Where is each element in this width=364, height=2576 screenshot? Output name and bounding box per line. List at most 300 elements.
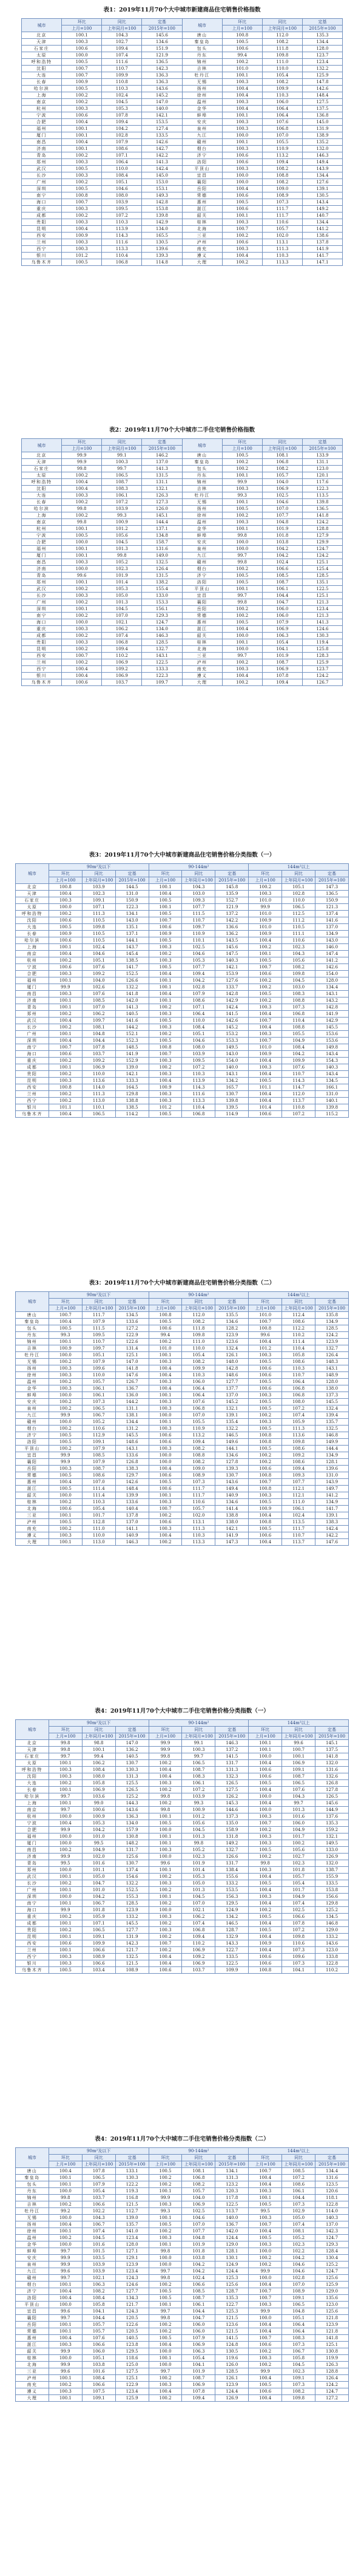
value-cell: 106.6 (282, 1914, 315, 1920)
table-row (22, 579, 343, 586)
value-cell: 99.9 (62, 459, 102, 466)
value-cell: 140.3 (315, 2215, 349, 2221)
value-cell: 132.0 (315, 1860, 349, 1867)
value-cell: 146.2 (142, 452, 182, 459)
city-cell: 湛江 (182, 206, 222, 212)
value-cell: 145.0 (302, 119, 342, 126)
value-cell: 100.2 (149, 1920, 182, 1927)
value-cell: 137.2 (215, 1747, 249, 1753)
value-cell: 100.5 (222, 39, 262, 46)
value-cell: 108.7 (282, 1773, 315, 1780)
value-cell: 106.8 (182, 2175, 215, 2181)
value-cell: 113.3 (182, 1098, 215, 1104)
city-cell: 成都 (22, 633, 62, 639)
table-subheader: 上年同月=100 (262, 25, 302, 32)
value-cell: 127.7 (115, 2288, 149, 2295)
value-cell: 100.2 (222, 459, 262, 466)
table1-body (22, 32, 343, 266)
table-row (22, 519, 343, 526)
table-row (22, 132, 343, 139)
value-cell: 142.1 (142, 112, 182, 119)
value-cell: 107.0 (262, 506, 302, 512)
value-cell: 142.6 (215, 1018, 249, 1024)
city-cell: 长沙 (16, 1024, 49, 1031)
table-row (16, 937, 349, 944)
value-cell: 113.3 (102, 246, 142, 253)
value-cell: 106.8 (282, 1011, 315, 1018)
table-subheader: 2015年=100 (315, 1733, 349, 1740)
table-row (16, 1038, 349, 1044)
city-cell: 昆明 (22, 646, 62, 653)
value-cell: 124.7 (142, 619, 182, 626)
table6-grid (15, 2147, 349, 2402)
value-cell: 100.2 (49, 1446, 82, 1452)
value-cell: 100.5 (249, 1359, 282, 1365)
value-cell: 106.9 (82, 1787, 115, 1793)
value-cell: 100.2 (49, 1359, 82, 1365)
table-subheader: 上年同月=100 (82, 1733, 115, 1740)
value-cell: 106.0 (262, 613, 302, 619)
value-cell: 133.3 (142, 666, 182, 673)
table-row (16, 2188, 349, 2195)
value-cell: 100.5 (249, 957, 282, 964)
value-cell: 100.3 (149, 1880, 182, 1887)
table-row (16, 1874, 349, 1880)
value-cell: 100.9 (82, 1813, 115, 1820)
city-cell: 成都 (16, 1920, 49, 1927)
value-cell: 138.3 (315, 1519, 349, 1526)
value-cell: 153.3 (142, 599, 182, 606)
city-cell: 桂林 (16, 2355, 49, 2362)
value-cell: 142.4 (315, 1526, 349, 1532)
value-cell: 100.3 (49, 1773, 82, 1780)
city-cell: 贵阳 (16, 1071, 49, 1078)
value-cell: 100.2 (249, 944, 282, 951)
value-cell: 110.7 (182, 917, 215, 924)
value-cell: 99.8 (249, 1860, 282, 1867)
value-cell: 104.6 (262, 499, 302, 506)
value-cell: 107.9 (82, 1459, 115, 1466)
value-cell: 133.3 (115, 1078, 149, 1084)
value-cell: 125.4 (302, 566, 342, 573)
value-cell: 108.4 (82, 2295, 115, 2302)
city-cell: 南充 (182, 666, 222, 673)
value-cell: 104.0 (82, 977, 115, 984)
value-cell: 107.2 (102, 499, 142, 506)
value-cell: 100.1 (62, 579, 102, 586)
value-cell: 124.8 (215, 2342, 249, 2348)
value-cell: 108.8 (282, 1024, 315, 1031)
table-row (22, 633, 343, 639)
table-row (16, 2235, 349, 2241)
city-cell: 扬州 (182, 86, 222, 92)
table3-body (16, 884, 349, 1118)
city-cell: 哈尔滨 (16, 1793, 49, 1800)
value-cell: 105.3 (82, 1820, 115, 1827)
value-cell: 126.5 (115, 1787, 149, 1793)
value-cell: 100.7 (249, 2168, 282, 2175)
value-cell: 101.8 (82, 1907, 115, 1914)
city-cell: 牡丹江 (16, 1352, 49, 1359)
value-cell: 123.9 (215, 1332, 249, 1339)
value-cell: 104.2 (82, 1894, 115, 1900)
value-cell: 100.1 (149, 1813, 182, 1820)
value-cell: 106.9 (262, 626, 302, 633)
value-cell: 110.0 (282, 897, 315, 904)
value-cell: 100.7 (249, 2335, 282, 2342)
value-cell: 99.4 (149, 1332, 182, 1339)
value-cell: 131.0 (315, 1091, 349, 1098)
value-cell: 100.2 (49, 957, 82, 964)
table-subheader: 上月=100 (149, 2161, 182, 2168)
value-cell: 136.7 (215, 2221, 249, 2228)
value-cell: 120.5 (115, 2328, 149, 2335)
value-cell: 100.6 (49, 964, 82, 971)
value-cell: 100.3 (62, 172, 102, 179)
value-cell: 100.2 (62, 512, 102, 519)
table-subheader: 上年同月=100 (82, 2161, 115, 2168)
value-cell: 107.8 (182, 2388, 215, 2395)
value-cell: 100.3 (49, 1385, 82, 1392)
value-cell: 130.8 (115, 1833, 149, 1840)
value-cell: 112.0 (182, 1312, 215, 1319)
value-cell: 100.3 (222, 146, 262, 152)
table-row (16, 1499, 349, 1506)
value-cell: 100.1 (222, 586, 262, 593)
value-cell: 101.9 (262, 526, 302, 532)
value-cell: 100.9 (249, 1940, 282, 1947)
value-cell: 100.0 (149, 2362, 182, 2368)
value-cell: 100.4 (222, 106, 262, 112)
value-cell: 99.8 (49, 1747, 82, 1753)
value-cell: 103.8 (262, 539, 302, 546)
value-cell: 110.5 (82, 917, 115, 924)
table-row (22, 172, 343, 179)
table-row (22, 659, 343, 666)
value-cell: 100.2 (249, 997, 282, 1004)
value-cell: 100.0 (49, 1392, 82, 1399)
value-cell: 100.9 (49, 1345, 82, 1352)
value-cell: 106.9 (262, 486, 302, 492)
value-cell: 105.5 (262, 139, 302, 146)
city-cell: 洛阳 (16, 1439, 49, 1446)
value-cell: 101.3 (182, 1887, 215, 1894)
value-cell: 110.3 (262, 253, 302, 259)
value-cell: 142.3 (315, 2228, 349, 2235)
value-cell: 100.5 (62, 532, 102, 539)
value-cell: 107.9 (82, 2181, 115, 2188)
value-cell: 125.5 (115, 1780, 149, 1787)
value-cell: 101.0 (249, 1312, 282, 1319)
value-cell: 104.9 (82, 1847, 115, 1854)
value-cell: 106.9 (102, 673, 142, 679)
value-cell: 100.2 (149, 2181, 182, 2188)
value-cell: 100.2 (49, 1058, 82, 1064)
value-cell: 108.0 (102, 192, 142, 199)
value-cell: 108.3 (282, 2335, 315, 2342)
table-row (16, 1405, 349, 1412)
value-cell: 108.2 (262, 179, 302, 186)
value-cell: 100.1 (149, 2241, 182, 2248)
value-cell: 105.7 (182, 2188, 215, 2195)
value-cell: 132.6 (315, 1773, 349, 1780)
value-cell: 106.3 (82, 2282, 115, 2288)
value-cell: 100.2 (49, 1405, 82, 1412)
value-cell: 104.5 (182, 1894, 215, 1900)
table-row (22, 539, 343, 546)
city-cell: 无锡 (182, 499, 222, 506)
table-row (22, 653, 343, 659)
value-cell: 141.9 (315, 1011, 349, 1018)
city-cell: 南京 (22, 99, 62, 106)
city-cell: 沈阳 (22, 486, 62, 492)
city-cell: 南充 (182, 246, 222, 253)
value-cell: 147.6 (115, 1372, 149, 1379)
value-cell: 107.8 (102, 112, 142, 119)
table-group-header: 90m²及以下 (49, 1720, 149, 1727)
table-row (16, 1532, 349, 1539)
value-cell: 100.5 (149, 911, 182, 917)
table-header: 环比 (62, 439, 102, 446)
value-cell: 100.0 (49, 1894, 82, 1900)
value-cell: 104.1 (282, 1967, 315, 1974)
value-cell: 100.0 (49, 2215, 82, 2221)
value-cell: 126.4 (142, 566, 182, 573)
value-cell: 111.6 (102, 239, 142, 246)
value-cell: 148.3 (315, 1359, 349, 1365)
value-cell: 109.9 (215, 1967, 249, 1974)
value-cell: 111.0 (182, 1339, 215, 1345)
city-cell: 南充 (16, 2382, 49, 2388)
table-row (22, 646, 343, 653)
value-cell: 141.5 (215, 1753, 249, 1760)
city-cell: 福州 (22, 546, 62, 552)
value-cell: 100.0 (62, 539, 102, 546)
value-cell: 110.0 (82, 1372, 115, 1379)
city-cell: 锦州 (16, 1339, 49, 1345)
value-cell: 125.9 (115, 2395, 149, 2402)
value-cell: 101.7 (282, 1887, 315, 1894)
value-cell: 140.5 (115, 1011, 149, 1018)
value-cell: 143.5 (215, 937, 249, 944)
city-cell: 北京 (22, 32, 62, 39)
value-cell: 142.2 (215, 917, 249, 924)
value-cell: 104.2 (182, 2268, 215, 2275)
value-cell: 138.6 (302, 233, 342, 239)
value-cell: 106.2 (82, 1011, 115, 1018)
value-cell: 137.0 (142, 459, 182, 466)
city-cell: 北京 (16, 884, 49, 891)
value-cell: 100.0 (49, 2188, 82, 2195)
value-cell: 127.2 (115, 1325, 149, 1332)
value-cell: 111.5 (82, 1325, 115, 1332)
city-cell: 济宁 (182, 573, 222, 579)
value-cell: 100.5 (149, 964, 182, 971)
value-cell: 123.4 (302, 59, 342, 66)
value-cell: 141.5 (215, 2335, 249, 2342)
value-cell: 148.6 (215, 1372, 249, 1379)
value-cell: 113.6 (282, 1432, 315, 1439)
value-cell: 106.8 (262, 126, 302, 132)
value-cell: 100.3 (249, 1419, 282, 1426)
value-cell: 108.6 (282, 1319, 315, 1325)
value-cell: 100.5 (222, 619, 262, 626)
value-cell: 128.1 (315, 1459, 349, 1466)
city-cell: 吉林 (16, 1345, 49, 1352)
value-cell: 142.2 (315, 1532, 349, 1539)
table-row (16, 1800, 349, 1807)
city-cell: 烟台 (182, 566, 222, 573)
city-cell: 长沙 (22, 593, 62, 599)
value-cell: 111.7 (262, 206, 302, 212)
value-cell: 109.1 (82, 1934, 115, 1940)
value-cell: 129.3 (142, 613, 182, 619)
city-cell: 烟台 (16, 1426, 49, 1432)
value-cell: 100.6 (249, 1365, 282, 1372)
value-cell: 100.5 (249, 1880, 282, 1887)
value-cell: 100.8 (249, 1472, 282, 1479)
value-cell: 127.5 (302, 99, 342, 106)
value-cell: 100.4 (222, 92, 262, 99)
city-cell: 宁波 (22, 112, 62, 119)
table-header: 定基 (302, 19, 342, 25)
city-cell: 济南 (22, 566, 62, 573)
value-cell: 139.6 (315, 1466, 349, 1472)
value-cell: 100.4 (149, 1466, 182, 1472)
value-cell: 135.4 (215, 1419, 249, 1426)
value-cell: 100.2 (49, 2382, 82, 2388)
value-cell: 135.5 (215, 1312, 249, 1319)
value-cell: 128.7 (215, 2288, 249, 2295)
value-cell: 131.3 (215, 2175, 249, 2181)
value-cell: 141.9 (215, 1532, 249, 1539)
value-cell: 132.0 (302, 146, 342, 152)
value-cell: 100.2 (249, 977, 282, 984)
city-cell: 平顶山 (182, 586, 222, 593)
value-cell: 100.5 (249, 1526, 282, 1532)
value-cell: 125.1 (115, 2375, 149, 2382)
table-row (22, 619, 343, 626)
value-cell: 106.9 (182, 1947, 215, 1954)
city-cell: 南宁 (22, 192, 62, 199)
value-cell: 147.6 (315, 1539, 349, 1546)
value-cell: 139.4 (315, 1412, 349, 1419)
value-cell: 131.8 (215, 1833, 249, 1840)
value-cell: 100.2 (49, 911, 82, 917)
value-cell: 100.1 (49, 1934, 82, 1940)
value-cell: 107.0 (82, 1479, 115, 1486)
value-cell: 107.9 (82, 1446, 115, 1452)
value-cell: 140.0 (142, 106, 182, 112)
value-cell: 136.7 (115, 1385, 149, 1392)
value-cell: 152.3 (115, 1038, 149, 1044)
table-header: 环比 (149, 871, 182, 877)
value-cell: 154.0 (215, 1058, 249, 1064)
table-row (16, 1426, 349, 1432)
value-cell: 100.9 (249, 917, 282, 924)
value-cell: 100.6 (49, 937, 82, 944)
value-cell: 100.4 (49, 1111, 82, 1118)
table-header: 环比 (249, 1299, 282, 1305)
value-cell: 100.7 (249, 1038, 282, 1044)
table-row (22, 86, 343, 92)
value-cell: 102.3 (102, 566, 142, 573)
value-cell: 104.5 (282, 977, 315, 984)
table-header: 同比 (102, 19, 142, 25)
value-cell: 130.5 (142, 239, 182, 246)
value-cell: 130.4 (315, 2255, 349, 2262)
value-cell: 106.0 (82, 2348, 115, 2355)
value-cell: 128.2 (215, 1325, 249, 1332)
city-cell: 蚌埠 (16, 1392, 49, 1399)
value-cell: 137.2 (215, 911, 249, 917)
value-cell: 100.5 (222, 452, 262, 459)
value-cell: 109.0 (182, 1466, 215, 1472)
value-cell: 104.2 (182, 977, 215, 984)
value-cell: 106.2 (82, 1760, 115, 1767)
value-cell: 99.6 (249, 1332, 282, 1339)
value-cell: 133.5 (315, 1880, 349, 1887)
value-cell: 100.0 (149, 1854, 182, 1860)
table2-grid (21, 438, 343, 686)
value-cell: 100.3 (149, 2201, 182, 2208)
value-cell: 155.3 (115, 1894, 149, 1900)
value-cell: 100.2 (62, 92, 102, 99)
value-cell: 142.2 (142, 152, 182, 159)
value-cell: 107.9 (262, 619, 302, 626)
value-cell: 107.8 (82, 1044, 115, 1051)
value-cell: 129.5 (215, 1900, 249, 1907)
value-cell: 114.3 (102, 233, 142, 239)
value-cell: 139.0 (115, 2215, 149, 2221)
city-cell: 厦门 (22, 552, 62, 559)
table-row (16, 1787, 349, 1793)
value-cell: 124.6 (302, 626, 342, 633)
value-cell: 135.1 (302, 579, 342, 586)
value-cell: 149.5 (315, 1840, 349, 1847)
value-cell: 106.0 (282, 1820, 315, 1827)
value-cell: 121.3 (315, 904, 349, 911)
value-cell: 100.4 (49, 2335, 82, 2342)
value-cell: 102.1 (82, 2275, 115, 2282)
value-cell: 99.8 (62, 506, 102, 512)
value-cell: 140.5 (115, 2335, 149, 2342)
value-cell: 101.3 (282, 1807, 315, 1813)
city-cell: 兰州 (22, 659, 62, 666)
value-cell: 106.9 (182, 1960, 215, 1967)
value-cell: 100.2 (49, 2201, 82, 2208)
city-cell: 牡丹江 (182, 72, 222, 79)
value-cell: 141.6 (115, 1018, 149, 1024)
city-cell: 秦皇岛 (16, 2175, 49, 2181)
value-cell: 101.2 (102, 526, 142, 532)
value-cell: 110.5 (82, 931, 115, 937)
value-cell: 100.5 (62, 259, 102, 266)
value-cell: 109.4 (182, 1439, 215, 1446)
value-cell: 144.6 (215, 1807, 249, 1813)
value-cell: 100.4 (149, 1954, 182, 1960)
city-cell: 重庆 (16, 1914, 49, 1920)
value-cell: 153.3 (215, 1038, 249, 1044)
value-cell: 120.6 (315, 2188, 349, 2195)
value-cell: 100.4 (149, 1767, 182, 1773)
value-cell: 100.4 (249, 937, 282, 944)
value-cell: 132.2 (115, 1880, 149, 1887)
value-cell: 106.3 (262, 633, 302, 639)
table-row (16, 1506, 349, 1512)
value-cell: 110.9 (262, 146, 302, 152)
value-cell: 104.2 (262, 546, 302, 552)
